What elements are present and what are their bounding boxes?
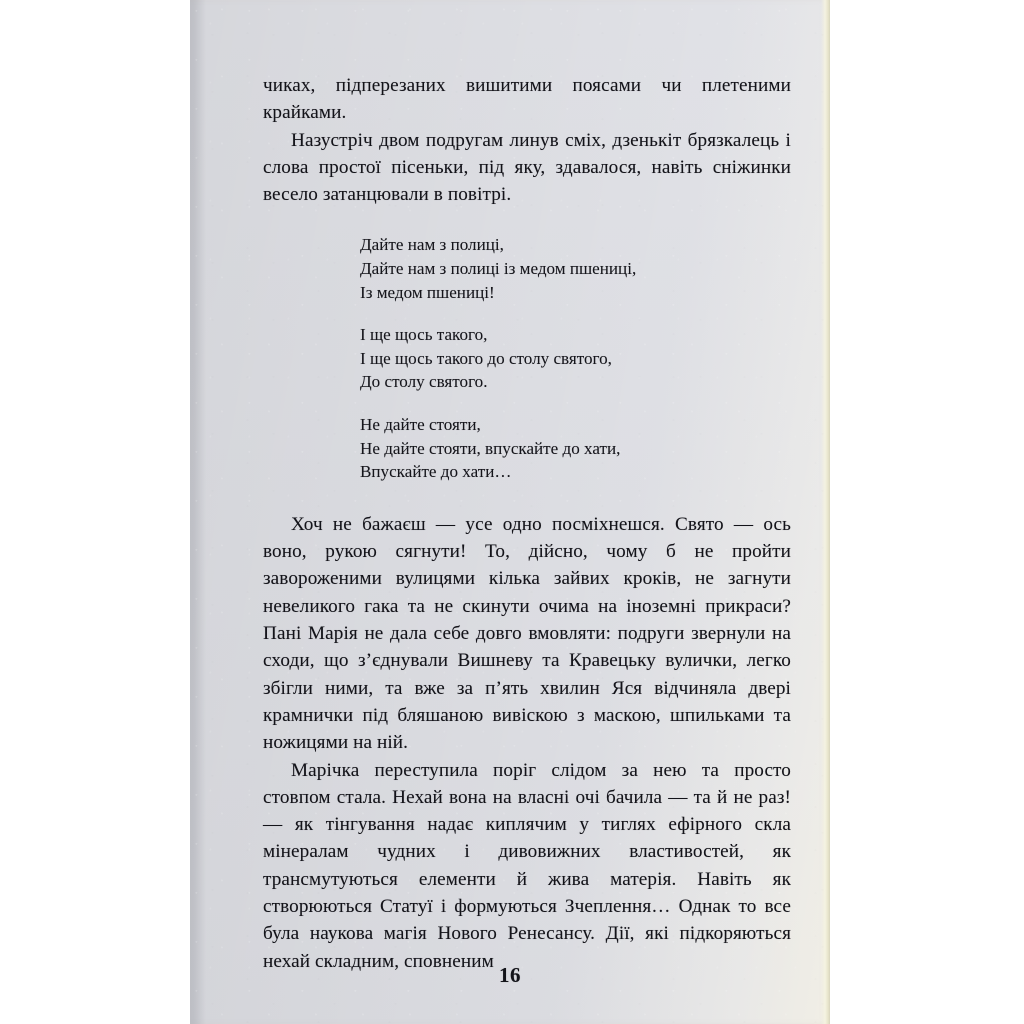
paragraph-continued: чиках, підперезаних вишитими поясами чи плетеними крайками. — [263, 75, 791, 124]
song-line: Впускайте до хати… — [360, 462, 512, 482]
song-line: Дайте нам з полиці, — [360, 235, 504, 255]
song-line: І ще щось такого, — [360, 325, 488, 345]
song-verse-block — [263, 233, 791, 483]
page-number: 16 — [499, 963, 521, 987]
song-line: І ще щось такого до столу святого, — [360, 348, 612, 368]
song-line: До столу святого. — [360, 372, 488, 392]
paragraph-song-intro: Назустріч двом подругам линув сміх, дзенькіт брязкалець і слова простої пісеньки, під яку, здавалося, навіть сніжинки весело затанцювали в повітрі. — [263, 129, 791, 206]
song-stanza-1 — [360, 233, 791, 304]
text-column — [263, 72, 791, 975]
song-line: Не дайте стояти, — [360, 415, 481, 435]
page-fore-edge — [821, 0, 830, 1024]
song-line: Із медом пшениці! — [360, 282, 495, 302]
song-stanza-2 — [360, 323, 791, 394]
song-line: Не дайте стояти, впускайте до хати, — [360, 438, 621, 458]
paragraph-holiday: Хоч не бажаєш — усе одно посміхнешся. Свято — ось воно, рукою сягнути! То, дійсно, чому б не пройти завороженими вулицями кілька зайвих кроків, не загнути невеликого гака та не скинути очима на іноземні прикраси? Пані Марія не дала себе довго вмовляти: подруги звернули на сходи, що з’єднували Вишневу та Кравецьку вулички, легко збігли ними, та вже за п’ять хвилин Яся відчиняла двері крамнички під бляшаною вивіскою з маскою, шпильками та ножицями на ній. — [263, 513, 791, 754]
song-stanza-3 — [360, 413, 791, 484]
paragraph-marichka: Марічка переступила поріг слідом за нею та просто стовпом стала. Нехай вона на власні очі бачила — та й не раз! — як тінгування надає киплячим у тиглях ефірного скла мінералам чудних і дивовижних властивостей, як трансмутуються елементи й жива матерія. Навіть як створюються Статуї і формуються Зчеплення… Однак то все була наукова магія Нового Ренесансу. Дії, які підкоряються нехай складним, сповненим — [263, 759, 791, 972]
page-gutter-shadow — [190, 0, 206, 1024]
book-page — [190, 0, 830, 1024]
song-line: Дайте нам з полиці із медом пшениці, — [360, 259, 637, 279]
